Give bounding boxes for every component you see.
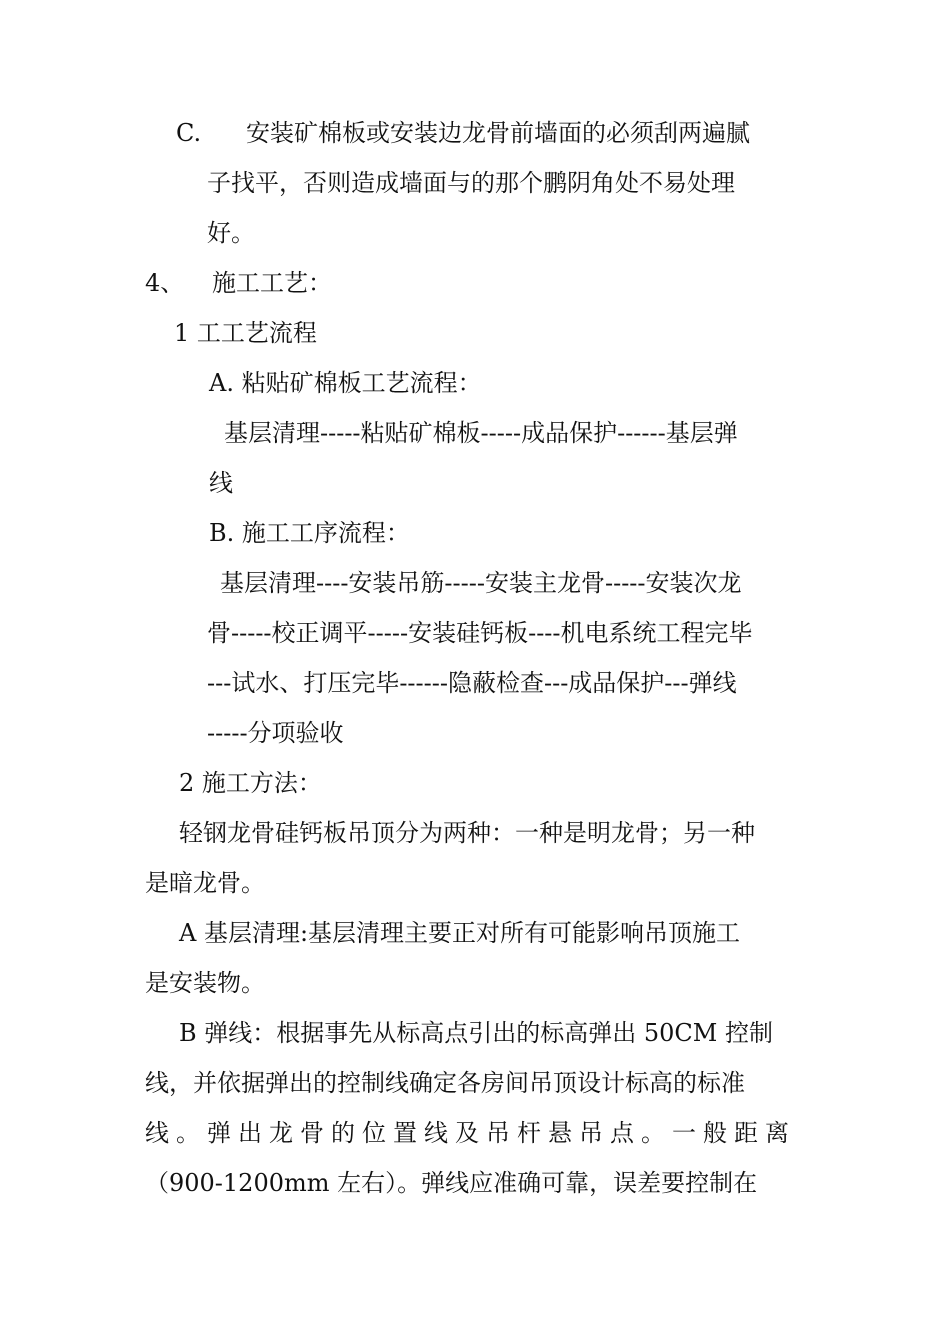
- subsection-1-title: 1 工工艺流程: [174, 319, 317, 347]
- process-b-flow-line-4: -----分项验收: [207, 719, 344, 747]
- section-4-title: 施工工艺：: [212, 269, 332, 297]
- step-b-line-2: 线，并依据弹出的控制线确定各房间吊顶设计标高的标准: [145, 1069, 745, 1097]
- paragraph-intro-line-2: 是暗龙骨。: [145, 869, 265, 897]
- process-b-flow-line-1: 基层清理----安装吊筋-----安装主龙骨-----安装次龙: [220, 569, 742, 597]
- paragraph-intro-line-1: 轻钢龙骨硅钙板吊顶分为两种：一种是明龙骨；另一种: [179, 819, 755, 847]
- step-b-line-1: B 弹线：根据事先从标高点引出的标高弹出 50CM 控制: [179, 1019, 773, 1047]
- process-b-title: B. 施工工序流程：: [209, 519, 410, 547]
- item-c-text-line-1: 安装矿棉板或安装边龙骨前墙面的必须刮两遍腻: [246, 119, 750, 147]
- process-b-flow-line-3: ---试水、打压完毕------隐蔽检查---成品保护---弹线: [207, 669, 737, 697]
- item-c-text-line-3: 好。: [207, 219, 255, 247]
- item-c-text-line-2: 子找平，否则造成墙面与的那个鹏阴角处不易处理: [207, 169, 735, 197]
- step-a-line-2: 是安装物。: [145, 969, 265, 997]
- process-a-title: A. 粘贴矿棉板工艺流程：: [209, 369, 482, 397]
- section-4-number: 4、: [145, 269, 185, 297]
- step-b-line-3: 线。弹出龙骨的位置线及吊杆悬吊点。一般距离: [145, 1119, 796, 1147]
- item-c-label: C.: [176, 119, 202, 147]
- step-a-line-1: A 基层清理:基层清理主要正对所有可能影响吊顶施工: [179, 919, 741, 947]
- step-b-line-4: （900-1200mm 左右）。弹线应准确可靠，误差要控制在: [145, 1169, 758, 1197]
- process-a-flow-line-2: 线: [209, 469, 233, 497]
- process-a-flow-line-1: 基层清理-----粘贴矿棉板-----成品保护------基层弹: [224, 419, 738, 447]
- process-b-flow-line-2: 骨-----校正调平-----安装硅钙板----机电系统工程完毕: [207, 619, 753, 647]
- subsection-2-title: 2 施工方法：: [179, 769, 322, 797]
